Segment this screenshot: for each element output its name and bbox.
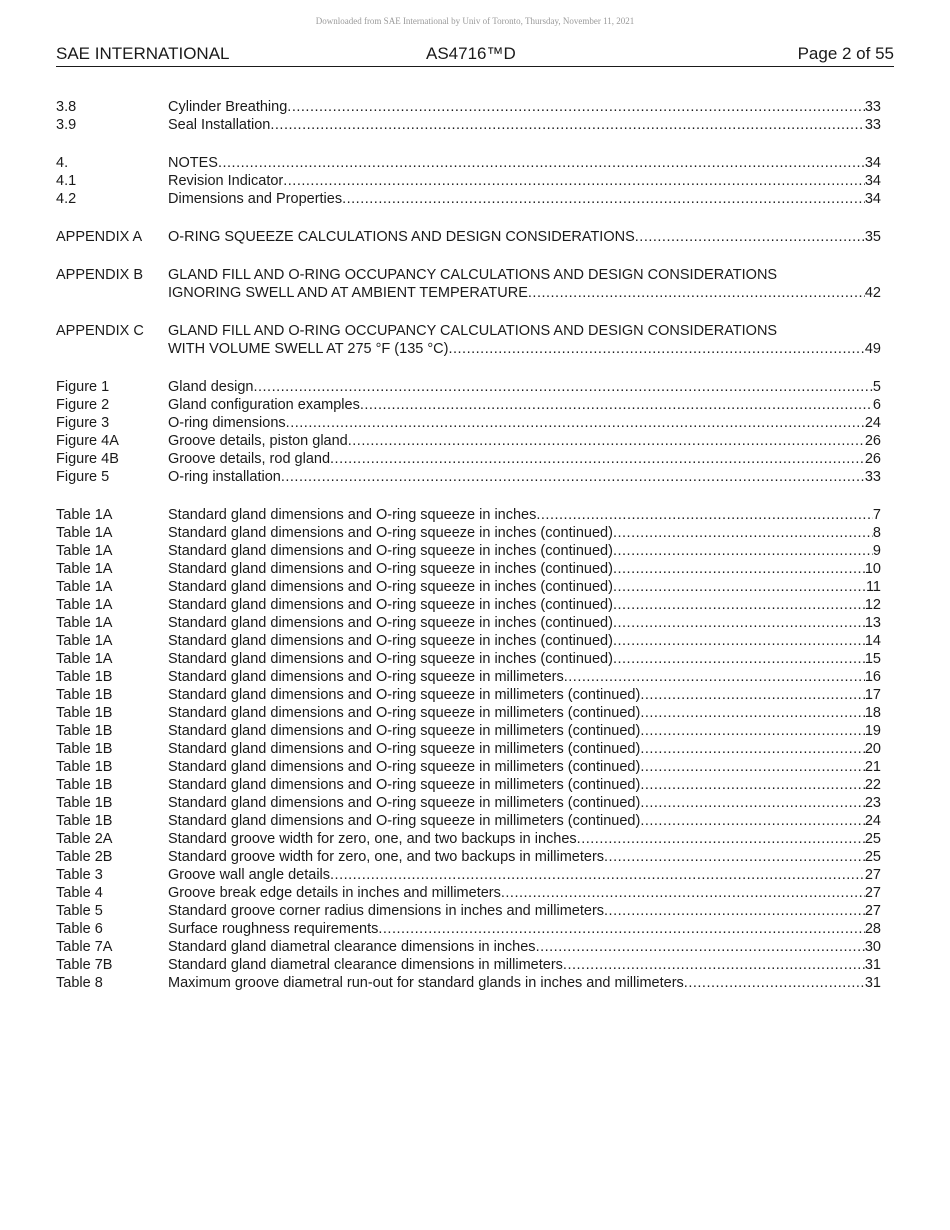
dot-leader <box>270 116 864 134</box>
download-watermark: Downloaded from SAE International by Univ of Toronto, Thursday, November 11, 2021 <box>315 16 635 26</box>
entry-content <box>168 98 881 116</box>
entry-content <box>168 776 881 794</box>
dot-leader <box>613 632 865 650</box>
entry-content <box>168 740 881 758</box>
table-entry[interactable] <box>56 740 881 758</box>
dot-leader <box>501 884 865 902</box>
entry-content <box>168 414 881 432</box>
entry-number: Table 1A <box>56 561 113 577</box>
appendix-entry-continued[interactable] <box>56 340 881 358</box>
entry-title: Standard groove width for zero, one, and two backups in inches <box>168 831 577 847</box>
dot-leader <box>640 812 865 830</box>
dot-leader <box>528 284 865 302</box>
entry-title: Standard gland dimensions and O-ring squeeze in inches (continued) <box>168 525 613 541</box>
header-page-number: Page 2 of 55 <box>797 44 894 63</box>
dot-leader <box>286 414 865 432</box>
entry-number: Figure 4B <box>56 451 119 467</box>
dot-leader <box>218 154 865 172</box>
table-entry[interactable] <box>56 830 881 848</box>
entry-page: 34 <box>864 155 881 171</box>
entry-title: Standard gland dimensions and O-ring squeeze in inches (continued) <box>168 633 613 649</box>
entry-title: Groove details, piston gland <box>168 433 348 449</box>
entry-number: Table 3 <box>56 867 103 883</box>
dot-leader <box>613 614 865 632</box>
entry-content <box>168 450 881 468</box>
spacer <box>56 486 881 506</box>
dot-leader <box>536 938 865 956</box>
entry-page: 33 <box>864 117 881 133</box>
entry-content <box>168 614 881 632</box>
entry-number: APPENDIX C <box>56 323 144 339</box>
entry-content <box>168 812 881 830</box>
dot-leader <box>640 704 865 722</box>
entry-content <box>168 650 881 668</box>
entry-page: 27 <box>864 903 881 919</box>
entry-page: 30 <box>864 939 881 955</box>
dot-leader <box>330 866 865 884</box>
entry-title: IGNORING SWELL AND AT AMBIENT TEMPERATURE <box>168 285 528 301</box>
entry-title: GLAND FILL AND O-RING OCCUPANCY CALCULATIONS AND DESIGN CONSIDERATIONS <box>168 323 778 339</box>
entry-page: 25 <box>864 849 881 865</box>
entry-number: Figure 1 <box>56 379 110 395</box>
entry-page: 24 <box>864 415 881 431</box>
entry-title: Standard gland dimensions and O-ring squeeze in inches (continued) <box>168 579 613 595</box>
table-entry[interactable] <box>56 938 881 956</box>
table-entry[interactable] <box>56 794 881 812</box>
entry-title: O-RING SQUEEZE CALCULATIONS AND DESIGN CONSIDERATIONS <box>168 229 635 245</box>
entry-page: 33 <box>864 99 881 115</box>
entry-title: Standard gland dimensions and O-ring squeeze in millimeters (continued) <box>168 705 641 721</box>
dot-leader <box>640 722 865 740</box>
entry-number: Table 7B <box>56 957 113 973</box>
dot-leader <box>348 432 865 450</box>
entry-title: Seal Installation <box>168 117 271 133</box>
dot-leader <box>577 830 865 848</box>
dot-leader <box>253 378 872 396</box>
entry-title: Standard groove corner radius dimensions in inches and millimeters <box>168 903 605 919</box>
page-header <box>56 44 894 67</box>
entry-number: Table 1B <box>56 741 113 757</box>
entry-content <box>168 396 881 414</box>
entry-number: Table 1A <box>56 615 113 631</box>
table-entry[interactable] <box>56 722 881 740</box>
spacer <box>56 358 881 378</box>
table-entry[interactable] <box>56 704 881 722</box>
entry-content <box>168 340 881 358</box>
dot-leader <box>564 668 865 686</box>
table-entry[interactable] <box>56 560 881 578</box>
entry-content <box>168 686 881 704</box>
dot-leader <box>640 758 865 776</box>
entry-page: 27 <box>864 885 881 901</box>
entry-number: Table 1A <box>56 543 113 559</box>
table-entry[interactable] <box>56 758 881 776</box>
entry-content <box>168 722 881 740</box>
dot-leader <box>613 524 873 542</box>
entry-page: 34 <box>864 191 881 207</box>
entry-title: O-ring dimensions <box>168 415 286 431</box>
entry-number: Table 8 <box>56 975 103 991</box>
entry-title: Cylinder Breathing <box>168 99 288 115</box>
entry-number: Table 2B <box>56 849 113 865</box>
entry-title: Dimensions and Properties <box>168 191 343 207</box>
entry-content <box>168 848 881 866</box>
entry-page: 35 <box>864 229 881 245</box>
entry-page: 17 <box>864 687 881 703</box>
toc-entry[interactable] <box>56 98 881 116</box>
entry-content <box>168 468 881 486</box>
table-entry[interactable] <box>56 812 881 830</box>
entry-number: 4.1 <box>56 173 77 189</box>
entry-content <box>168 632 881 650</box>
entry-number: Table 1B <box>56 795 113 811</box>
dot-leader <box>613 650 865 668</box>
entry-number: Table 6 <box>56 921 103 937</box>
entry-page: 22 <box>864 777 881 793</box>
table-entry[interactable] <box>56 848 881 866</box>
entry-page: 21 <box>864 759 881 775</box>
entry-content <box>168 228 881 246</box>
entry-content <box>168 902 881 920</box>
entry-content <box>168 884 881 902</box>
dot-leader <box>360 396 873 414</box>
entry-page: 16 <box>864 669 881 685</box>
entry-title: Maximum groove diametral run-out for standard glands in inches and millimeters <box>168 975 684 991</box>
entry-number: Table 1B <box>56 669 113 685</box>
dot-leader <box>640 740 865 758</box>
entry-number: Table 1A <box>56 525 113 541</box>
entry-content <box>168 154 881 172</box>
entry-title: Groove wall angle details <box>168 867 331 883</box>
entry-number: Table 7A <box>56 939 113 955</box>
entry-page: 26 <box>864 451 881 467</box>
entry-page: 42 <box>864 285 881 301</box>
entry-title: Standard gland dimensions and O-ring squeeze in inches (continued) <box>168 597 613 613</box>
figure-entry[interactable] <box>56 450 881 468</box>
dot-leader <box>640 794 865 812</box>
entry-page: 6 <box>872 397 881 413</box>
entry-number: Table 2A <box>56 831 113 847</box>
table-entry[interactable] <box>56 632 881 650</box>
entry-number: Table 1A <box>56 651 113 667</box>
dot-leader <box>613 596 865 614</box>
entry-page: 8 <box>872 525 881 541</box>
table-entry[interactable] <box>56 884 881 902</box>
entry-page: 15 <box>864 651 881 667</box>
entry-number: Table 1A <box>56 597 113 613</box>
entry-page: 10 <box>864 561 881 577</box>
entry-page: 9 <box>872 543 881 559</box>
dot-leader <box>283 172 865 190</box>
entry-title: Standard gland diametral clearance dimensions in millimeters <box>168 957 563 973</box>
appendix-entry[interactable] <box>56 322 881 340</box>
entry-page: 12 <box>864 597 881 613</box>
entry-title: Standard gland dimensions and O-ring squeeze in inches (continued) <box>168 561 613 577</box>
dot-leader <box>613 542 873 560</box>
entry-title: Standard gland dimensions and O-ring squeeze in millimeters (continued) <box>168 777 641 793</box>
dot-leader <box>330 450 865 468</box>
entry-content <box>168 190 881 208</box>
table-entry[interactable] <box>56 578 881 596</box>
entry-title: Gland design <box>168 379 254 395</box>
entry-content <box>168 866 881 884</box>
entry-page: 49 <box>864 341 881 357</box>
entry-number: 3.8 <box>56 99 77 115</box>
entry-page: 14 <box>864 633 881 649</box>
table-entry[interactable] <box>56 776 881 794</box>
entry-title: Surface roughness requirements <box>168 921 379 937</box>
entry-content <box>168 794 881 812</box>
entry-content <box>168 578 881 596</box>
entry-number: Table 1B <box>56 813 113 829</box>
dot-leader <box>342 190 865 208</box>
table-entry[interactable] <box>56 506 881 524</box>
dot-leader <box>448 340 864 358</box>
entry-number: Table 1A <box>56 507 113 523</box>
entry-number: APPENDIX A <box>56 229 143 245</box>
entry-number: Table 1A <box>56 633 113 649</box>
appendix-entry-continued[interactable] <box>56 284 881 302</box>
entry-content <box>168 758 881 776</box>
entry-title: Standard gland dimensions and O-ring squeeze in inches <box>168 507 537 523</box>
dot-leader <box>640 686 865 704</box>
toc-entry[interactable] <box>56 116 881 134</box>
entry-number: 4.2 <box>56 191 77 207</box>
toc-entry[interactable] <box>56 190 881 208</box>
entry-content <box>168 524 881 542</box>
entry-title: Standard gland dimensions and O-ring squeeze in millimeters (continued) <box>168 813 641 829</box>
entry-title: NOTES <box>168 155 218 171</box>
entry-page: 26 <box>864 433 881 449</box>
table-entry[interactable] <box>56 668 881 686</box>
spacer <box>56 134 881 154</box>
figure-entry[interactable] <box>56 378 881 396</box>
spacer <box>56 246 881 266</box>
entry-page: 34 <box>864 173 881 189</box>
entry-number: Table 4 <box>56 885 103 901</box>
dot-leader <box>613 560 865 578</box>
dot-leader <box>563 956 865 974</box>
entry-content <box>168 432 881 450</box>
entry-content <box>168 542 881 560</box>
entry-content <box>168 956 881 974</box>
toc-entry[interactable] <box>56 172 881 190</box>
table-entry[interactable] <box>56 686 881 704</box>
entry-content <box>168 284 881 302</box>
header-doc-number: AS4716™D <box>426 44 516 63</box>
entry-page: 20 <box>864 741 881 757</box>
table-of-contents <box>56 98 881 992</box>
entry-content <box>168 506 881 524</box>
entry-page: 27 <box>864 867 881 883</box>
entry-title: WITH VOLUME SWELL AT 275 °F (135 °C) <box>168 341 449 357</box>
entry-title: Groove details, rod gland <box>168 451 331 467</box>
entry-title: Groove break edge details in inches and millimeters <box>168 885 501 901</box>
entry-page: 23 <box>864 795 881 811</box>
dot-leader <box>281 468 865 486</box>
entry-number: 4. <box>56 155 69 171</box>
entry-title: Standard gland diametral clearance dimensions in inches <box>168 939 536 955</box>
entry-page: 33 <box>864 469 881 485</box>
table-entry[interactable] <box>56 974 881 992</box>
spacer <box>56 302 881 322</box>
entry-number: Table 1B <box>56 687 113 703</box>
entry-page: 11 <box>865 579 881 595</box>
entry-number: Figure 2 <box>56 397 110 413</box>
entry-title: Standard groove width for zero, one, and two backups in millimeters <box>168 849 605 865</box>
table-entry[interactable] <box>56 956 881 974</box>
entry-content <box>168 172 881 190</box>
entry-page: 18 <box>864 705 881 721</box>
table-entry[interactable] <box>56 650 881 668</box>
header-org: SAE INTERNATIONAL <box>56 44 230 63</box>
entry-title: Standard gland dimensions and O-ring squeeze in inches (continued) <box>168 543 613 559</box>
table-entry[interactable] <box>56 542 881 560</box>
toc-entry[interactable] <box>56 154 881 172</box>
dot-leader <box>635 228 865 246</box>
dot-leader <box>684 974 865 992</box>
dot-leader <box>613 578 866 596</box>
entry-page: 7 <box>872 507 881 523</box>
entry-page: 28 <box>864 921 881 937</box>
entry-content <box>168 596 881 614</box>
entry-page: 31 <box>864 975 881 991</box>
entry-page: 24 <box>864 813 881 829</box>
figure-entry[interactable] <box>56 396 881 414</box>
dot-leader <box>378 920 864 938</box>
entry-number: 3.9 <box>56 117 77 133</box>
entry-title: Standard gland dimensions and O-ring squeeze in inches (continued) <box>168 615 613 631</box>
spacer <box>56 208 881 228</box>
entry-page: 13 <box>864 615 881 631</box>
dot-leader <box>536 506 873 524</box>
entry-content <box>168 704 881 722</box>
entry-number: Figure 3 <box>56 415 110 431</box>
figure-entry[interactable] <box>56 468 881 486</box>
dot-leader <box>287 98 865 116</box>
entry-content <box>168 974 881 992</box>
table-entry[interactable] <box>56 902 881 920</box>
entry-title: GLAND FILL AND O-RING OCCUPANCY CALCULATIONS AND DESIGN CONSIDERATIONS <box>168 267 778 283</box>
entry-title: Standard gland dimensions and O-ring squeeze in millimeters (continued) <box>168 723 641 739</box>
entry-page: 25 <box>864 831 881 847</box>
entry-content <box>168 560 881 578</box>
entry-title: Standard gland dimensions and O-ring squeeze in millimeters (continued) <box>168 759 641 775</box>
entry-content <box>168 830 881 848</box>
entry-page: 31 <box>864 957 881 973</box>
entry-title: Standard gland dimensions and O-ring squeeze in millimeters <box>168 669 564 685</box>
table-entry[interactable] <box>56 524 881 542</box>
entry-content <box>168 668 881 686</box>
entry-number: Figure 5 <box>56 469 110 485</box>
entry-title: Standard gland dimensions and O-ring squeeze in inches (continued) <box>168 651 613 667</box>
entry-title: Standard gland dimensions and O-ring squeeze in millimeters (continued) <box>168 687 641 703</box>
table-entry[interactable] <box>56 614 881 632</box>
entry-title: Revision Indicator <box>168 173 284 189</box>
entry-title: Standard gland dimensions and O-ring squeeze in millimeters (continued) <box>168 741 641 757</box>
dot-leader <box>640 776 865 794</box>
entry-number: Table 5 <box>56 903 103 919</box>
appendix-entry[interactable] <box>56 228 881 246</box>
entry-content <box>168 378 881 396</box>
entry-number: APPENDIX B <box>56 267 144 283</box>
entry-content <box>168 116 881 134</box>
entry-page: 5 <box>872 379 881 395</box>
entry-number: Table 1B <box>56 723 113 739</box>
entry-title: O-ring installation <box>168 469 281 485</box>
entry-content <box>168 938 881 956</box>
table-entry[interactable] <box>56 866 881 884</box>
entry-number: Table 1B <box>56 777 113 793</box>
dot-leader <box>604 902 865 920</box>
entry-title: Standard gland dimensions and O-ring squeeze in millimeters (continued) <box>168 795 641 811</box>
dot-leader <box>604 848 865 866</box>
figure-entry[interactable] <box>56 432 881 450</box>
entry-number: Table 1B <box>56 759 113 775</box>
entry-number: Figure 4A <box>56 433 119 449</box>
appendix-entry[interactable] <box>56 266 881 284</box>
table-entry[interactable] <box>56 596 881 614</box>
table-entry[interactable] <box>56 920 881 938</box>
entry-number: Table 1B <box>56 705 113 721</box>
entry-title: Gland configuration examples <box>168 397 360 413</box>
figure-entry[interactable] <box>56 414 881 432</box>
entry-number: Table 1A <box>56 579 113 595</box>
entry-content <box>168 920 881 938</box>
entry-page: 19 <box>864 723 881 739</box>
